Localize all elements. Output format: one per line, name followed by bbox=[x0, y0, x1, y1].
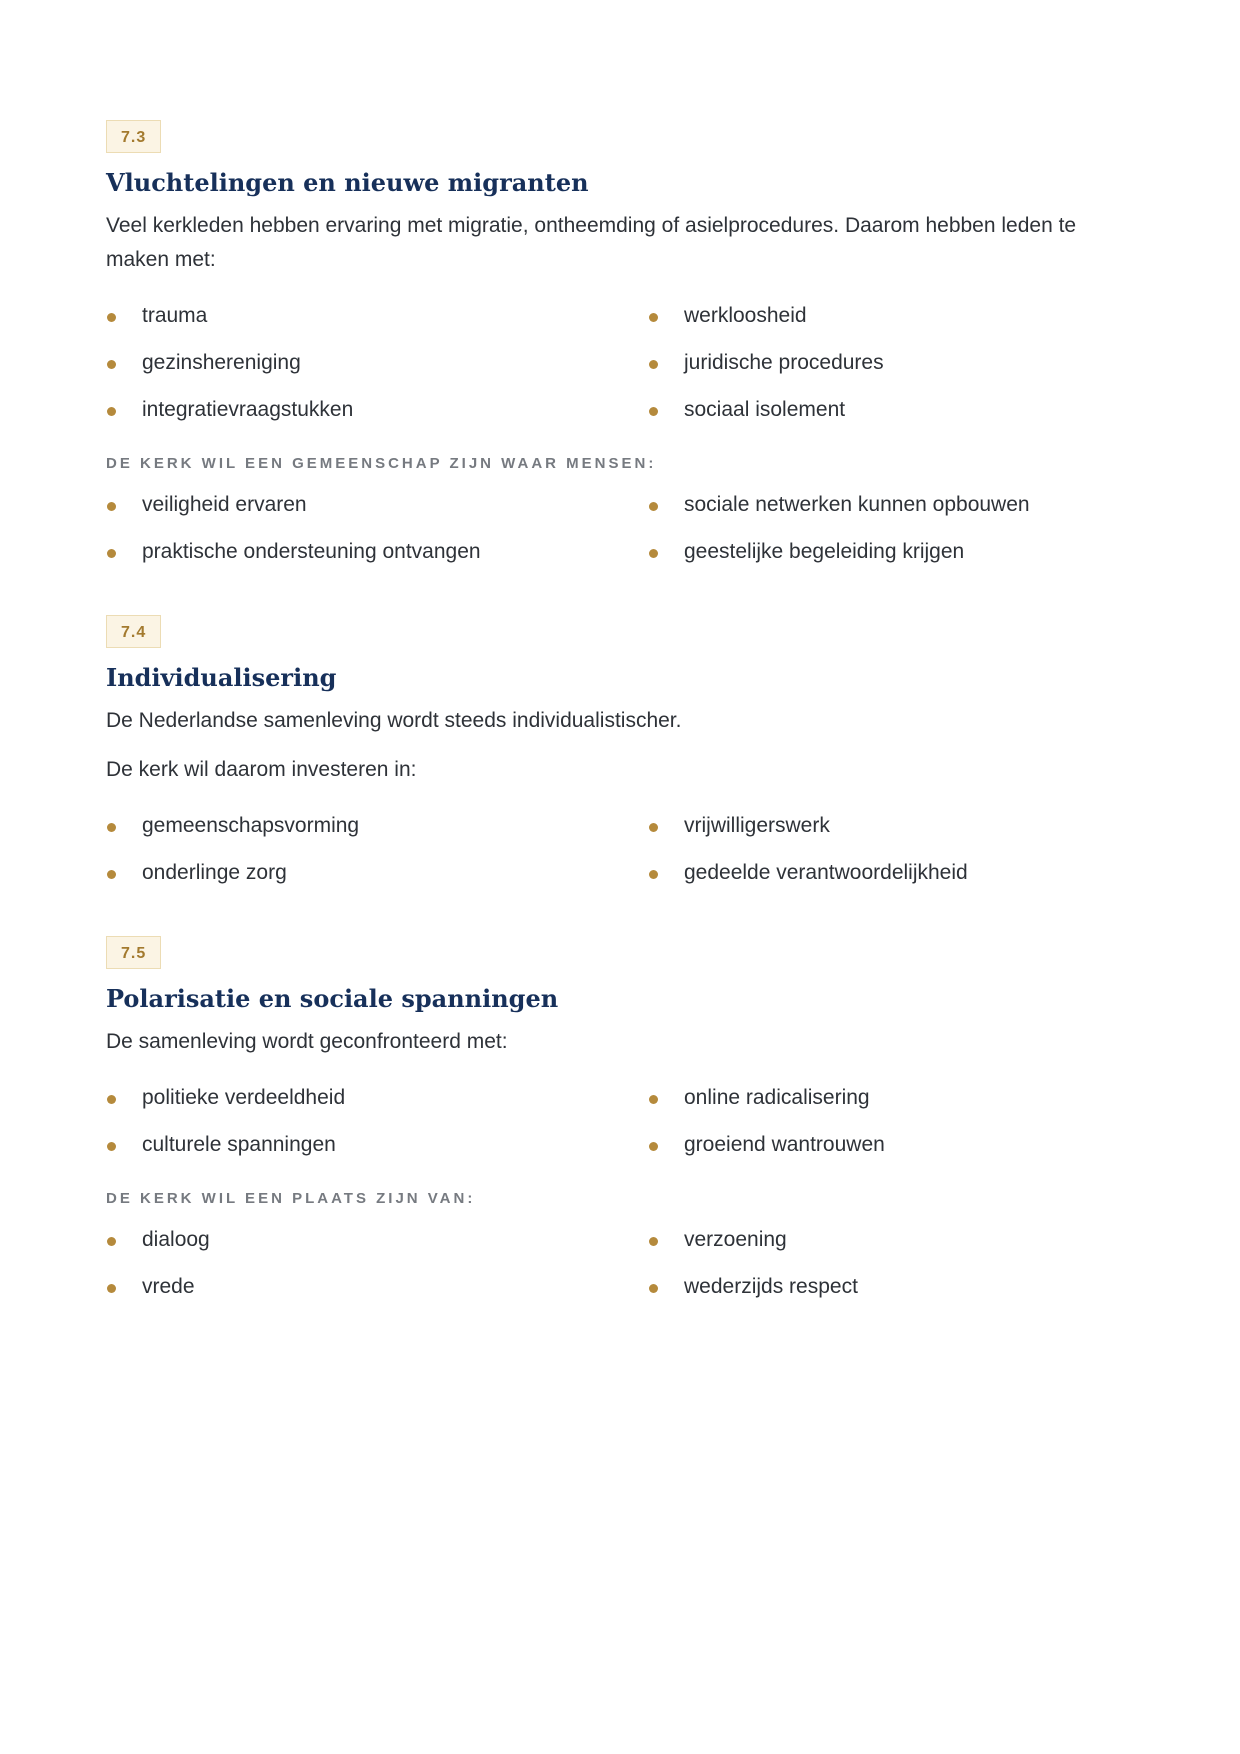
list-item-text: juridische procedures bbox=[684, 350, 884, 374]
bullet-list bbox=[106, 481, 1120, 575]
bullet-list bbox=[106, 292, 1120, 433]
bullet-icon bbox=[107, 313, 116, 322]
bullet-column-left bbox=[106, 802, 648, 896]
bullet-column-right bbox=[648, 481, 1120, 575]
bullet-icon bbox=[107, 360, 116, 369]
list-item-text: geestelijke begeleiding krijgen bbox=[684, 539, 965, 563]
list-item-text: online radicalisering bbox=[684, 1085, 870, 1109]
list-item bbox=[648, 386, 1120, 433]
subheading: DE KERK WIL EEN PLAATS ZIJN VAN: bbox=[106, 1190, 476, 1207]
list-item bbox=[106, 849, 648, 896]
list-item-text: trauma bbox=[142, 303, 208, 327]
bullet-icon bbox=[649, 502, 658, 511]
section-intro: De samenleving wordt geconfronteerd met: bbox=[106, 1030, 508, 1053]
list-item bbox=[106, 481, 648, 528]
bullet-column-right bbox=[648, 292, 1120, 433]
bullet-list bbox=[106, 1074, 1120, 1168]
section-number-badge: 7.4 bbox=[106, 615, 161, 648]
list-item bbox=[106, 528, 648, 575]
bullet-column-left bbox=[106, 292, 648, 433]
list-item-text: dialoog bbox=[142, 1227, 210, 1251]
list-item-text: groeiend wantrouwen bbox=[684, 1132, 885, 1156]
bullet-icon bbox=[107, 407, 116, 416]
bullet-icon bbox=[107, 870, 116, 879]
bullet-icon bbox=[649, 360, 658, 369]
list-item bbox=[106, 1074, 648, 1121]
list-item-text: gedeelde verantwoordelijkheid bbox=[684, 860, 968, 884]
list-item bbox=[106, 1216, 648, 1263]
bullet-icon bbox=[107, 1142, 116, 1151]
bullet-icon bbox=[107, 502, 116, 511]
list-item bbox=[648, 1121, 1120, 1168]
bullet-icon bbox=[649, 549, 658, 558]
list-item-text: gemeenschapsvorming bbox=[142, 813, 360, 837]
section-title: Vluchtelingen en nieuwe migranten bbox=[106, 168, 589, 197]
list-item-text: gezinshereniging bbox=[142, 350, 301, 374]
list-item-text: vrede bbox=[142, 1274, 195, 1298]
list-item-text: wederzijds respect bbox=[684, 1274, 858, 1298]
bullet-column-right bbox=[648, 1216, 1120, 1310]
list-item-text: werkloosheid bbox=[684, 303, 807, 327]
list-item-text: sociale netwerken kunnen opbouwen bbox=[684, 492, 1030, 516]
bullet-icon bbox=[649, 870, 658, 879]
bullet-icon bbox=[107, 1237, 116, 1246]
list-item bbox=[648, 292, 1120, 339]
list-item bbox=[648, 1074, 1120, 1121]
list-item-text: politieke verdeeldheid bbox=[142, 1085, 346, 1109]
list-item bbox=[106, 802, 648, 849]
list-item-text: culturele spanningen bbox=[142, 1132, 336, 1156]
list-item bbox=[648, 528, 1120, 575]
subheading: DE KERK WIL EEN GEMEENSCHAP ZIJN WAAR MENSEN: bbox=[106, 455, 657, 472]
bullet-icon bbox=[107, 1095, 116, 1104]
bullet-icon bbox=[649, 1237, 658, 1246]
section-7-5 bbox=[106, 936, 1120, 1310]
list-item-text: verzoening bbox=[684, 1227, 787, 1251]
bullet-icon bbox=[649, 823, 658, 832]
bullet-icon bbox=[649, 1095, 658, 1104]
section-number-badge: 7.5 bbox=[106, 936, 161, 969]
section-7-4 bbox=[106, 615, 1120, 896]
bullet-column-left bbox=[106, 1216, 648, 1310]
bullet-column-right bbox=[648, 1074, 1120, 1168]
list-item-text: onderlinge zorg bbox=[142, 860, 287, 884]
bullet-icon bbox=[107, 1284, 116, 1293]
list-item-text: praktische ondersteuning ontvangen bbox=[142, 539, 481, 563]
bullet-column-left bbox=[106, 481, 648, 575]
list-item bbox=[648, 849, 1120, 896]
section-intro: Veel kerkleden hebben ervaring met migratie, ontheemding of asielprocedures. Daarom hebben leden te maken met: bbox=[106, 214, 1077, 271]
list-item-text: sociaal isolement bbox=[684, 397, 846, 421]
bullet-icon bbox=[649, 407, 658, 416]
section-title: Polarisatie en sociale spanningen bbox=[106, 984, 559, 1013]
list-item bbox=[106, 386, 648, 433]
section-7-3 bbox=[106, 120, 1120, 575]
bullet-icon bbox=[649, 1142, 658, 1151]
bullet-column-right bbox=[648, 802, 1120, 896]
bullet-icon bbox=[649, 1284, 658, 1293]
bullet-icon bbox=[649, 313, 658, 322]
list-item-text: vrijwilligerswerk bbox=[684, 813, 830, 837]
list-item bbox=[648, 1216, 1120, 1263]
list-item bbox=[106, 292, 648, 339]
section-title: Individualisering bbox=[106, 663, 337, 692]
bullet-list bbox=[106, 1216, 1120, 1310]
list-item-text: integratievraagstukken bbox=[142, 397, 354, 421]
bullet-column-left bbox=[106, 1074, 648, 1168]
list-item bbox=[648, 802, 1120, 849]
bullet-list bbox=[106, 802, 1120, 896]
section-intro: De Nederlandse samenleving wordt steeds individualistischer. bbox=[106, 709, 682, 732]
list-item-text: veiligheid ervaren bbox=[142, 492, 307, 516]
bullet-icon bbox=[107, 549, 116, 558]
list-item bbox=[106, 1263, 648, 1310]
list-item bbox=[648, 481, 1120, 528]
list-item bbox=[106, 339, 648, 386]
section-intro-2: De kerk wil daarom investeren in: bbox=[106, 758, 417, 781]
list-item bbox=[648, 339, 1120, 386]
section-number-badge: 7.3 bbox=[106, 120, 161, 153]
bullet-icon bbox=[107, 823, 116, 832]
list-item bbox=[648, 1263, 1120, 1310]
list-item bbox=[106, 1121, 648, 1168]
